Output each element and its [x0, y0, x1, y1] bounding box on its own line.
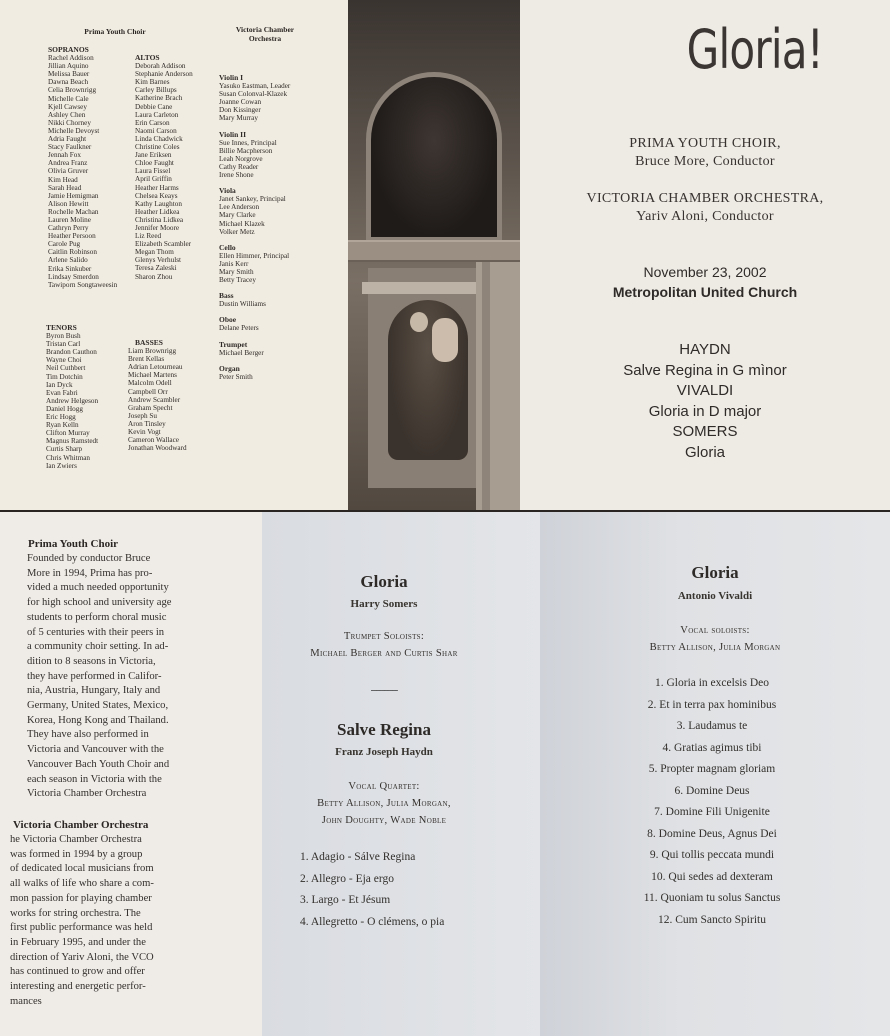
list-item: Nikki Chorney [48, 118, 91, 127]
orchestra-conductor: Yariv Aloni, Conductor [636, 209, 774, 224]
vivaldi-panel [540, 512, 890, 1036]
list-item: Naomi Carson [135, 126, 177, 135]
section-divider: ---------- [370, 684, 398, 696]
list-item: Liz Reed [135, 232, 162, 241]
list-item: Irene Shone [219, 171, 254, 180]
list-item: Laura Fissel [135, 167, 171, 176]
list-item: Katherine Brach [135, 94, 183, 103]
list-item: 7. Domine Fili Unigenite [654, 806, 770, 818]
list-item: Graham Specht [128, 403, 173, 412]
list-item: Korea, Hong Kong and Thailand. [27, 714, 169, 726]
list-item: Aron Tinsley [128, 419, 166, 428]
vivaldi-composer: Antonio Vivaldi [677, 590, 753, 602]
list-item: Cathy Reader [219, 162, 259, 171]
sopranos-list: SOPRANOS Rachel Addison Jillian Aquino Melissa Bauer Dawna Beach Celia Brownrigg Michelle Cale Kjell Cawsey Ashley Chen Nikki Chorney Michelle Devoyst Adria Faught Stacy Faulkner Jennah Fox Andrea Franz Olivia Gruver Kim Head Sarah Head Jamie Hemigman Alison Hewitt Rochelle Machan Lauren Moline Cathryn Perry Heather Persoon Carole Pug Caitlin Robinson Arlene Salido Erika Sinkuber Lindsay Smerdon Tawiporn Songtaweesin [48, 45, 118, 289]
list-item: Celia Brownrigg [48, 86, 97, 95]
list-item: Kathy Laughton [135, 199, 182, 208]
list-item: Arlene Salido [48, 256, 88, 265]
list-item: Tawiporn Songtaweesin [48, 280, 118, 289]
list-item: April Griffin [135, 175, 172, 184]
list-item: 3. Largo - Et Jésum [300, 894, 391, 906]
tenors-list: TENORS Byron Bush Tristan Carl Brandon Cauthon Wayne Choi Neil Cuthbert Tim Dotchin Ian Dyck Evan Fabri Andrew Helgeson Daniel Hogg Eric Hogg Ryan Kelln Clifton Murray Magnus Ramstedt Curtis Sharp Chris Whitman Ian Zwiers [46, 323, 99, 470]
list-item: Ashley Chen [48, 110, 86, 119]
list-item: Linda Chadwick [135, 134, 183, 143]
list-item: 3. Laudamus te [676, 720, 748, 732]
list-item: Tim Dotchin [46, 372, 83, 381]
list-item: Brandon Cauthon [46, 348, 97, 357]
list-item: Malcolm Odell [128, 379, 172, 388]
list-item: mon passion for playing chamber [10, 892, 152, 904]
list-item: Jillian Aquino [48, 62, 89, 71]
choir-name: PRIMA YOUTH CHOIR, [629, 136, 781, 151]
list-item: for high school and university age [27, 597, 172, 609]
list-item: Dustin Williams [219, 300, 266, 309]
choir-roster-heading: Prima Youth Choir [84, 27, 146, 36]
church-window-arch [366, 72, 502, 242]
list-item: Victoria and Vancouver with the [27, 744, 164, 756]
list-item: Erin Carson [135, 118, 170, 127]
list-item: Campbell Orr [128, 387, 168, 396]
orchestra-list: Violin I Yasuko Eastman, Leader Susan Colonval-Klazek Joanne Cowan Don Kissinger Mary Murray Violin II Sue Innes, Principal Billie Macpherson Leah Norgrove Cathy Reader Irene Shone Viola Janet Sankey, Principal Lee Anderson Mary Clarke Michael Klazek Volker Metz Cello Ellen Himmer, Principal Janis Kerr Mary Smith Betty Tracey Bass Dustin Williams Oboe Delane Peters Trumpet Michael Berger Organ Peter Smith [219, 73, 291, 381]
list-item: Sue Innes, Principal [219, 138, 277, 147]
somers-composer: Harry Somers [350, 598, 418, 610]
list-item: Joanne Cowan [219, 98, 262, 107]
orchestra-bio-text [10, 833, 154, 1009]
list-item: Tristan Carl [46, 340, 81, 349]
list-item: Sharon Zhou [135, 272, 173, 281]
list-item: Byron Bush [46, 332, 81, 341]
list-item: Mary Clarke [219, 211, 256, 220]
list-item: They have also performed in [27, 729, 149, 741]
list-item: Brent Kellas [128, 355, 165, 364]
list-item: Adrian Letourneau [128, 363, 183, 372]
list-item: Sarah Head [48, 183, 82, 192]
list-item: of 5 centuries with their peers in [27, 626, 165, 638]
list-item: Neil Cuthbert [46, 364, 86, 373]
list-item: Michael Berger [219, 348, 264, 357]
list-item: Michael Klazek [219, 219, 265, 228]
vivaldi-soloists-label: Vocal soloists: [680, 625, 750, 636]
frieze [348, 240, 520, 262]
list-item: 5. Propter magnam gloriam [648, 763, 776, 775]
list-item: Andrew Helgeson [46, 396, 99, 405]
list-item: Evan Fabri [46, 388, 78, 397]
list-item: Michelle Cale [48, 94, 89, 103]
concert-date: November 23, 2002 [643, 264, 767, 280]
vivaldi-soloists: Betty Allison, Julia Morgan [649, 642, 781, 653]
list-item: Heather Harms [135, 183, 179, 192]
list-item: Kim Barnes [135, 78, 170, 87]
list-item: Kjell Cawsey [48, 102, 87, 111]
concert-venue: Metropolitan United Church [612, 284, 798, 300]
list-item: Andrew Scambler [128, 395, 181, 404]
title-page [520, 0, 890, 510]
list-item: Stacy Faulkner [48, 143, 92, 152]
haydn-quartet-line2: John Doughty, Wade Noble [321, 815, 447, 826]
bios-panel [0, 512, 262, 1036]
list-item: Teresa Zaleski [135, 264, 177, 273]
list-item: 12. Cum Sancto Spiritu [658, 913, 766, 926]
list-item: Carley Billups [135, 86, 177, 95]
list-item: each season in Victoria with the [27, 773, 162, 785]
list-item: Glenys Verhulst [135, 256, 181, 265]
list-item: Magnus Ramstedt [46, 437, 99, 446]
orchestra-name: VICTORIA CHAMBER ORCHESTRA, [586, 191, 824, 206]
list-item: nia, Austria, Hungary, Italy and [27, 685, 161, 697]
list-item: Deborah Addison [135, 62, 186, 71]
list-item: 11. Quoniam tu solus Sanctus [643, 892, 781, 904]
haydn-movements [300, 847, 444, 933]
list-item: all walks of life who share a com- [10, 878, 154, 890]
list-item: Adria Faught [48, 135, 87, 144]
list-item: Alison Hewitt [48, 199, 89, 208]
list-item: Erika Sinkuber [48, 264, 92, 273]
vivaldi-title: Gloria [691, 563, 739, 582]
list-item: 1. Gloria in excelsis Deo [654, 677, 769, 689]
list-item: Michael Martens [128, 371, 177, 380]
list-item: Chloe Faught [135, 159, 174, 168]
list-item: Jonathan Woodward [128, 444, 187, 453]
list-item: Melissa Bauer [48, 70, 90, 79]
list-item: Heather Persoon [48, 232, 96, 241]
list-item: Curtis Sharp [46, 445, 83, 454]
basses-list: BASSES Liam Brownrigg Brent Kellas Adrian Letourneau Michael Martens Malcolm Odell Campbell Orr Andrew Scambler Graham Specht Joseph Su Aron Tinsley Kevin Vogt Cameron Wallace Jonathan Woodward [128, 338, 187, 453]
list-item: Rochelle Machan [48, 207, 99, 216]
list-item: Jamie Hemigman [48, 191, 99, 200]
list-item: Rachel Addison [48, 54, 94, 63]
list-item: dition to 8 seasons in Victoria, [27, 655, 156, 667]
list-item: they have performed in Califor- [27, 670, 162, 682]
list-item: Victoria Chamber Orchestra [27, 788, 147, 800]
child-figure [432, 318, 458, 362]
list-item: Delane Peters [219, 324, 259, 333]
list-item: 4. Gratias agimus tibi [662, 741, 762, 754]
list-item: Peter Smith [219, 372, 253, 381]
list-item: first public performance was held [10, 922, 153, 934]
altos-list: ALTOS Deborah Addison Stephanie Anderson Kim Barnes Carley Billups Katherine Brach Debbie Cane Laura Carleton Erin Carson Naomi Carson Linda Chadwick Christine Coles Jane Eriksen Chloe Faught Laura Fissel April Griffin Heather Harms Chelsea Keays Kathy Laughton Heather Lidkea Christina Lidkea Jennifer Moore Liz Reed Elizabeth Scambler Megan Thom Glenys Verhulst Teresa Zaleski Sharon Zhou [135, 53, 193, 281]
list-item: 4. Allegretto - O clémens, o pia [300, 915, 445, 928]
list-item: vided a much needed opportunity [27, 582, 169, 594]
program-cover-spread [0, 0, 890, 512]
list-item: 10. Qui sedes ad dexteram [651, 870, 773, 883]
list-item: 9. Qui tollis peccata mundi [649, 849, 775, 861]
list-item: Volker Metz [219, 227, 255, 236]
list-item: Carole Pug [48, 240, 81, 249]
list-item: 2. Et in terra pax hominibus [647, 698, 777, 711]
haydn-quartet-label: Vocal Quartet: [348, 781, 420, 792]
list-item: 8. Domine Deus, Agnus Dei [647, 827, 777, 840]
list-item: Kevin Vogt [128, 428, 161, 437]
list-item: Jennifer Moore [135, 223, 180, 232]
list-item: Clifton Murray [46, 429, 90, 438]
list-item: Betty Tracey [219, 276, 256, 285]
somers-soloists-label: Trumpet Soloists: [343, 631, 425, 642]
list-item: More in 1994, Prima has pro- [27, 567, 153, 579]
list-item: Liam Brownrigg [128, 347, 177, 356]
list-item: Laura Carleton [135, 110, 179, 119]
list-item: Chelsea Keays [135, 191, 178, 200]
list-item: Olivia Gruver [48, 167, 89, 176]
list-item: Eric Hogg [46, 413, 76, 422]
somers-soloists: Michael Berger and Curtis Shar [310, 648, 458, 659]
vivaldi-movements [540, 673, 884, 931]
list-item: students to perform choral music [27, 611, 167, 623]
list-item: Billie Macpherson [219, 146, 273, 155]
list-item: Cathryn Perry [48, 224, 89, 233]
somers-haydn-panel [262, 512, 540, 1036]
list-item: Chris Whitman [46, 453, 90, 462]
list-item: Janet Sankey, Principal [219, 195, 286, 204]
list-item: Heather Lidkea [135, 207, 180, 216]
list-item: Lindsay Smerdon [48, 272, 99, 281]
list-item: Megan Thom [135, 248, 174, 257]
list-item: Kim Head [48, 175, 78, 184]
list-item: Debbie Cane [135, 102, 173, 111]
list-item: Elizabeth Scambler [135, 240, 192, 249]
list-item: 1. Adagio - Sálve Regina [300, 851, 416, 863]
list-item: Christine Coles [135, 143, 180, 152]
list-item: direction of Yariv Aloni, the VCO [10, 951, 154, 963]
list-item: a community choir setting. In ad- [27, 641, 169, 653]
list-item: Andrea Franz [48, 159, 88, 168]
list-item: 2. Allegro - Eja ergo [300, 872, 394, 885]
choir-conductor: Bruce More, Conductor [635, 154, 775, 169]
list-item: Stephanie Anderson [135, 70, 193, 79]
list-item: Germany, United States, Mexico, [27, 700, 169, 712]
list-item: Founded by conductor Bruce [27, 553, 151, 564]
list-item: works for string orchestra. The [10, 907, 141, 919]
roster-panel [0, 0, 348, 510]
list-item: Lee Anderson [219, 203, 260, 212]
list-item: Mary Smith [219, 267, 254, 276]
list-item: Yasuko Eastman, Leader [219, 82, 291, 91]
list-item: Dawna Beach [48, 78, 89, 87]
list-item: Ryan Kelln [46, 421, 79, 430]
pillar [476, 262, 520, 510]
list-item: Ellen Himmer, Principal [219, 251, 290, 260]
list-item: Lauren Moline [48, 215, 91, 224]
list-item: Caitlin Robinson [48, 248, 97, 257]
list-item: Daniel Hogg [46, 404, 83, 413]
list-item: Vancouver Bach Youth Choir and [27, 758, 170, 770]
haydn-composer: Franz Joseph Haydn [335, 746, 433, 758]
list-item: Michelle Devoyst [48, 126, 100, 135]
list-item: 6. Domine Deus [674, 784, 750, 797]
list-item: mances [10, 995, 42, 1007]
page-title: Gloria! [686, 18, 823, 81]
list-item: Jennah Fox [48, 151, 81, 160]
list-item: has continued to grow and offer [10, 966, 145, 978]
list-item: Janis Kerr [219, 259, 249, 268]
list-item: he Victoria Chamber Orchestra [10, 834, 142, 845]
list-item: Ian Dyck [46, 380, 73, 389]
choir-bio-heading: Prima Youth Choir [28, 538, 119, 550]
choir-bio-text [27, 552, 171, 802]
madonna-photo [348, 0, 520, 510]
list-item: Susan Colonval-Klazek [219, 90, 288, 99]
program-inner-spread [0, 512, 890, 1036]
orchestra-roster-heading: Victoria Chamber Orchestra [235, 25, 295, 43]
list-item: Cameron Wallace [128, 436, 179, 445]
list-item: Mary Murray [219, 114, 258, 123]
haydn-quartet-line1: Betty Allison, Julia Morgan, [317, 798, 451, 809]
list-item: Joseph Su [128, 411, 157, 420]
orchestra-bio-heading: Victoria Chamber Orchestra [13, 819, 149, 831]
list-item: Christina Lidkea [135, 215, 184, 224]
list-item: interesting and energetic perfor- [10, 981, 146, 993]
list-item: was formed in 1994 by a group [10, 848, 143, 860]
list-item: Don Kissinger [219, 106, 261, 115]
list-item: in February 1995, and under the [10, 936, 146, 948]
program-list: HAYDN Salve Regina in G mìnor VIVALDI Gloria in D major SOMERS Gloria [623, 341, 787, 461]
list-item: of dedicated local musicians from [10, 863, 154, 875]
list-item: Ian Zwiers [46, 461, 77, 470]
somers-title: Gloria [360, 572, 408, 591]
list-item: Jane Eriksen [135, 151, 172, 160]
list-item: Leah Norgrove [219, 154, 263, 163]
list-item: Wayne Choi [46, 356, 82, 365]
haydn-title: Salve Regina [337, 720, 431, 739]
